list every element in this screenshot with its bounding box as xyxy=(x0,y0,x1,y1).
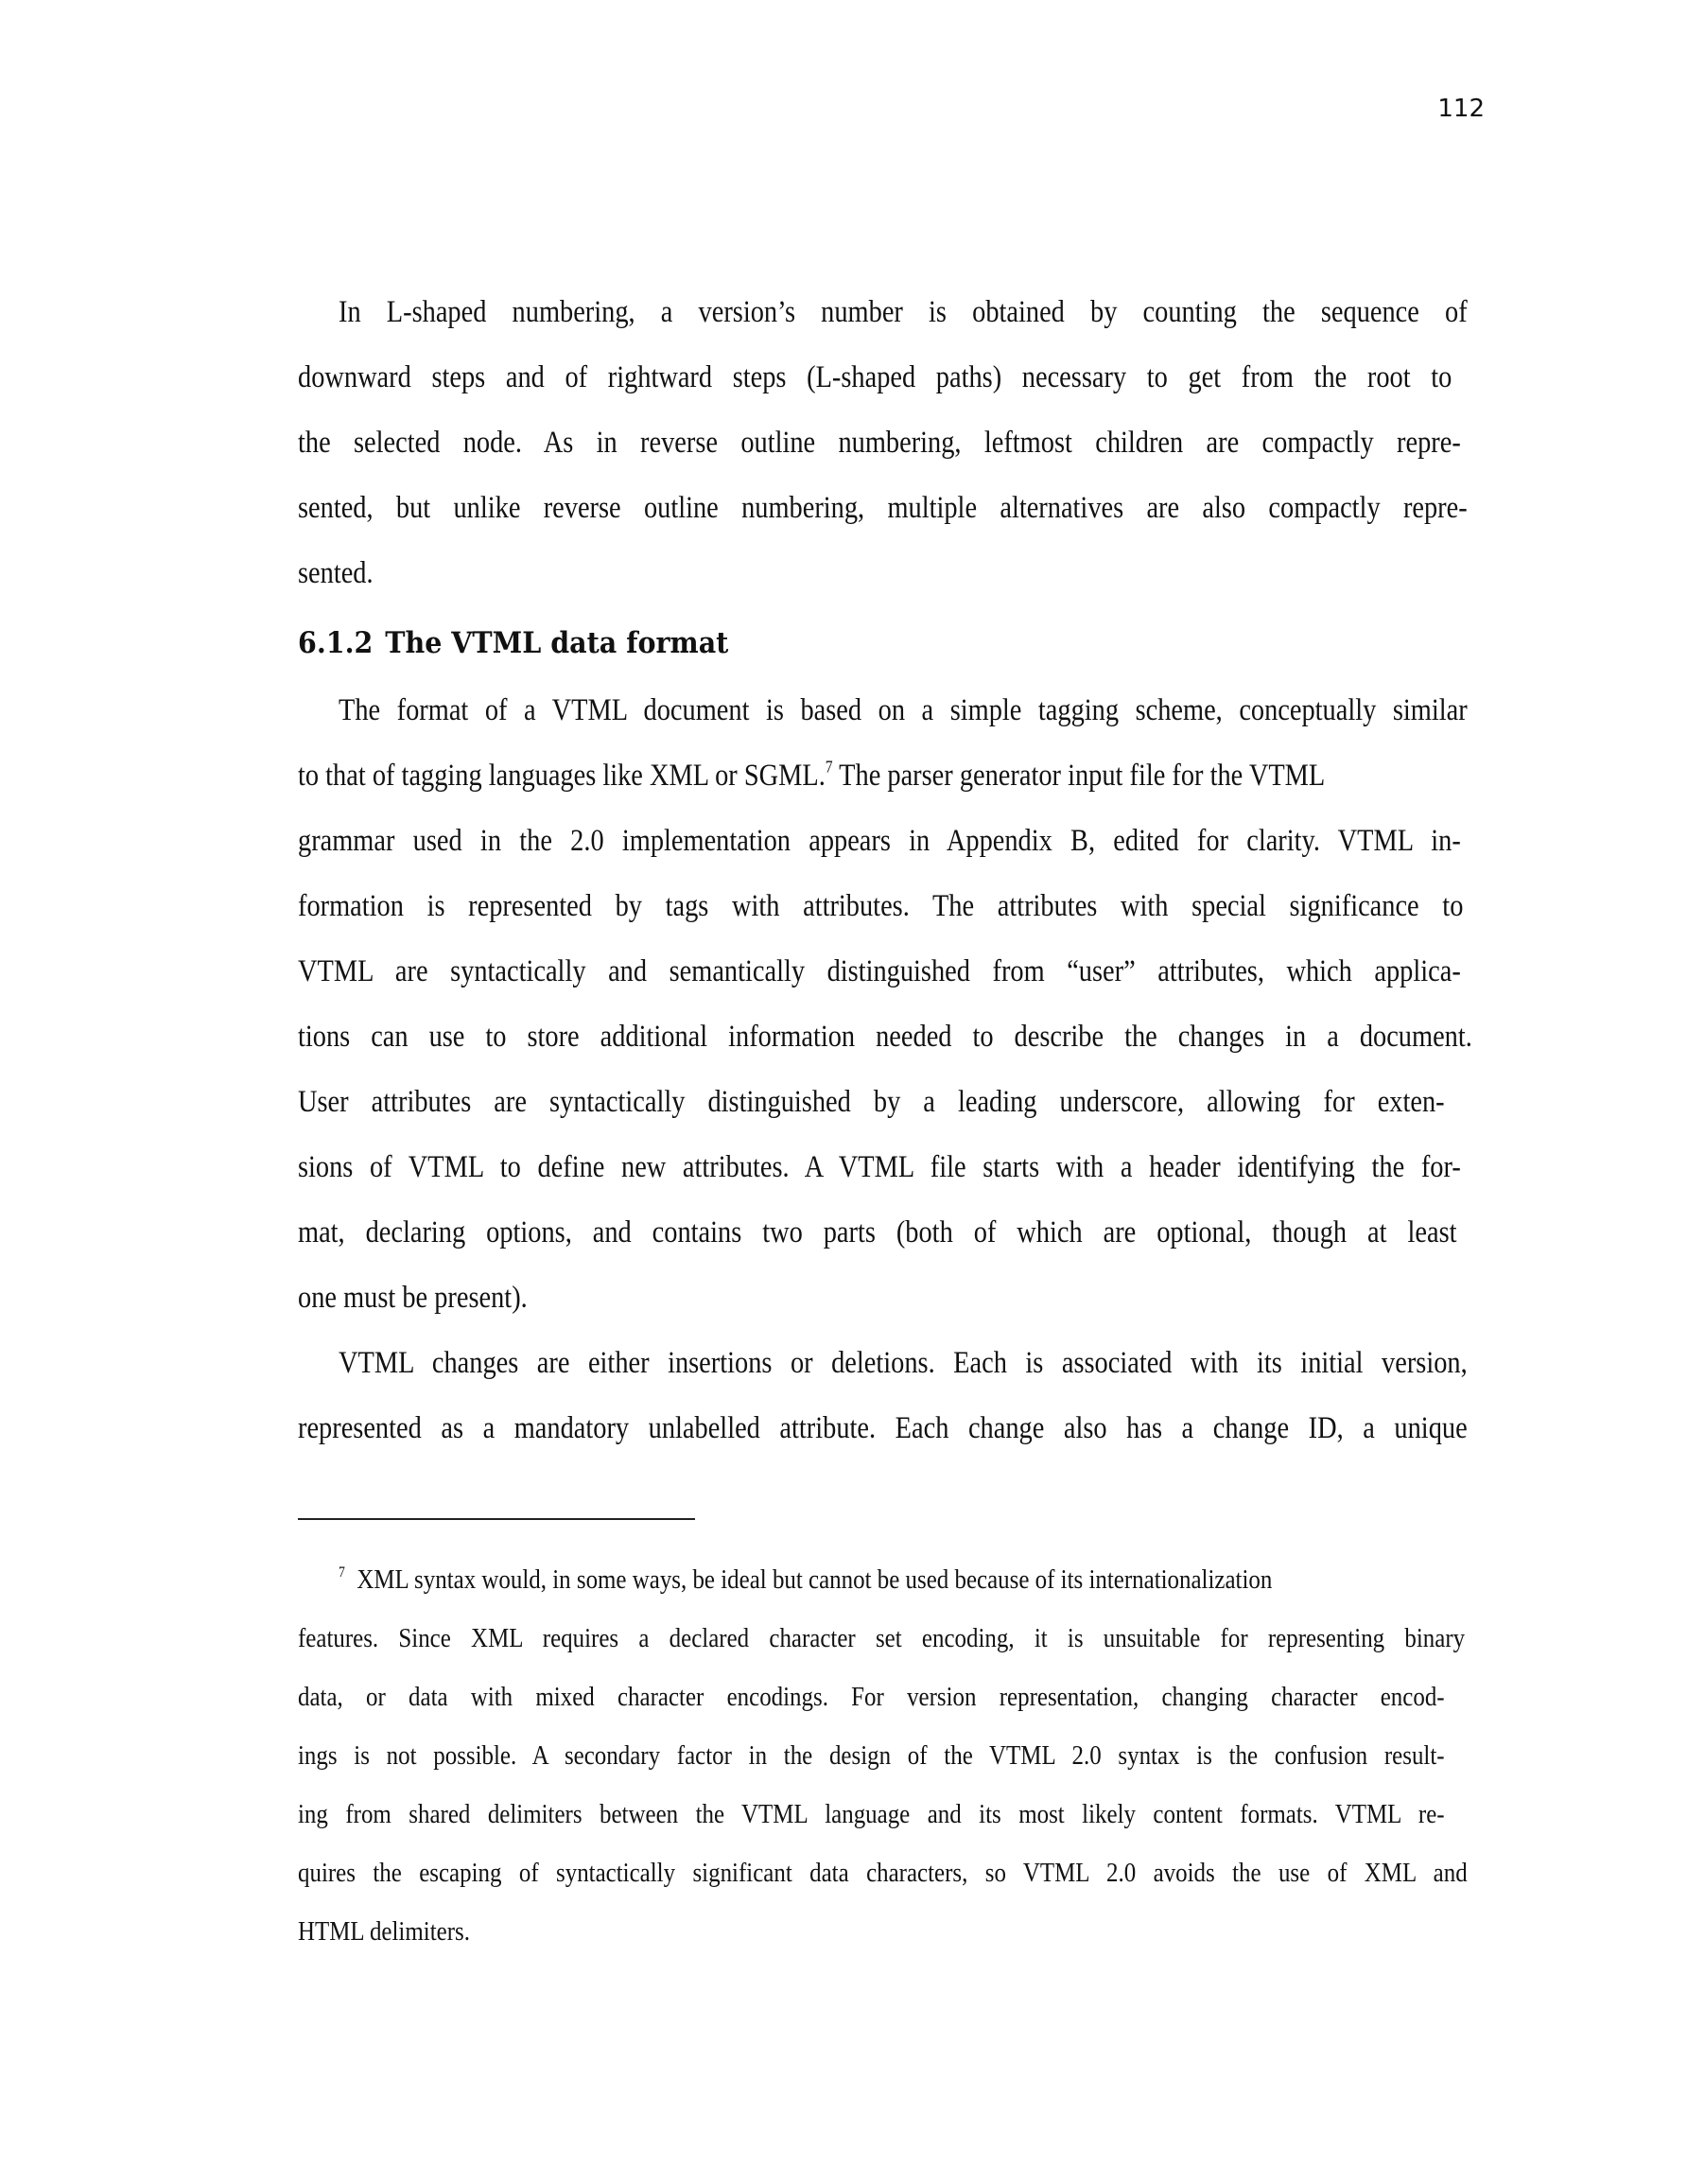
page-number: 112 xyxy=(1437,95,1485,123)
text-line-part: The parser generator input file for the VTML xyxy=(839,759,1326,793)
text-line: tions can use to store additional information needed to describe the changes in a document. xyxy=(298,1020,1472,1054)
text-line: downward steps and of rightward steps (L-shaped paths) necessary to get from the root to xyxy=(298,360,1452,394)
text-line: the selected node. As in reverse outline numbering, leftmost children are compactly repre- xyxy=(298,426,1461,460)
text-line xyxy=(298,757,1325,795)
text-line: User attributes are syntactically distinguished by a leading underscore, allowing for exten- xyxy=(298,1085,1445,1119)
footnote-reference[interactable]: 7 xyxy=(825,757,833,777)
text-line: formation is represented by tags with attributes. The attributes with special significance to xyxy=(298,889,1464,923)
text-line: one must be present). xyxy=(298,1281,528,1315)
text-line: represented as a mandatory unlabelled attribute. Each change also has a change ID, a unique xyxy=(298,1411,1468,1445)
footnote-separator xyxy=(298,1518,695,1520)
footnote-line: data, or data with mixed character encodings. For version representation, changing character encod- xyxy=(298,1682,1445,1712)
text-line: VTML changes are either insertions or deletions. Each is associated with its initial version, xyxy=(339,1346,1468,1380)
text-line: sented. xyxy=(298,556,374,590)
text-line: mat, declaring options, and contains two parts (both of which are optional, though at least xyxy=(298,1215,1457,1249)
text-line: sions of VTML to define new attributes. A VTML file starts with a header identifying the for- xyxy=(298,1150,1461,1184)
text-line: sented, but unlike reverse outline numbering, multiple alternatives are also compactly repre- xyxy=(298,491,1468,525)
footnote-line: HTML delimiters. xyxy=(298,1916,470,1947)
footnote-line: ings is not possible. A secondary factor in the design of the VTML 2.0 syntax is the confusion result- xyxy=(298,1740,1445,1771)
text-line: VTML are syntactically and semantically distinguished from “user” attributes, which applica- xyxy=(298,954,1461,988)
text-line: grammar used in the 2.0 implementation appears in Appendix B, edited for clarity. VTML in- xyxy=(298,824,1461,858)
text-line: The format of a VTML document is based on a simple tagging scheme, conceptually similar xyxy=(339,693,1468,727)
footnote-line: features. Since XML requires a declared character set encoding, it is unsuitable for representing binary xyxy=(298,1623,1466,1653)
text-line: In L-shaped numbering, a version’s number is obtained by counting the sequence of xyxy=(339,295,1468,329)
footnote-line xyxy=(339,1563,1464,1597)
section-heading xyxy=(298,624,728,662)
footnote-line: ing from shared delimiters between the VTML language and its most likely content formats. VTML re- xyxy=(298,1799,1445,1829)
section-number: 6.1.2 xyxy=(298,626,374,660)
footnote-text: XML syntax would, in some ways, be ideal but cannot be used because of its internationalization xyxy=(357,1564,1273,1595)
section-title: The VTML data format xyxy=(385,626,729,660)
footnote-marker: 7 xyxy=(339,1564,345,1581)
text-line-part: to that of tagging languages like XML or SGML. xyxy=(298,759,826,793)
footnote-line: quires the escaping of syntactically significant data characters, so VTML 2.0 avoids the use of XML and xyxy=(298,1858,1468,1888)
